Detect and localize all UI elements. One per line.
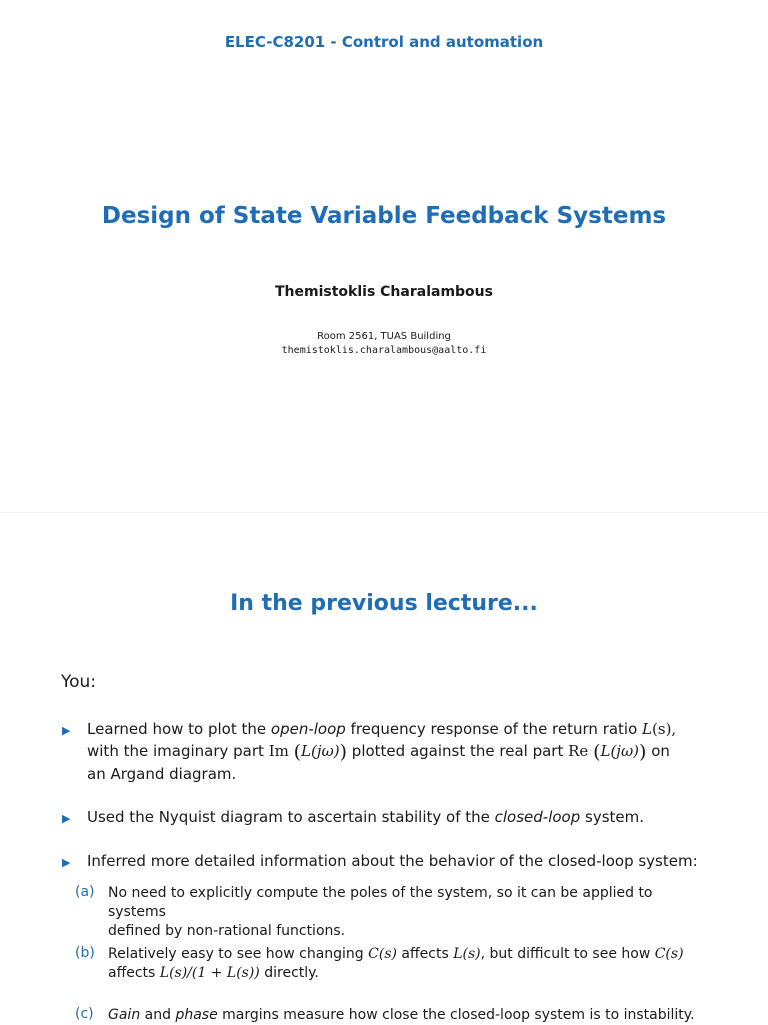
math-symbol: (s),	[652, 720, 677, 738]
bullet-item-inferred: Inferred more detailed information about the behavior of the closed-loop system:	[87, 852, 698, 870]
sub-label-c: (c)	[75, 1006, 94, 1022]
math-paren: )	[639, 741, 647, 763]
math-symbol: L	[642, 720, 653, 738]
emphasis: open-loop	[270, 720, 346, 738]
math-operator: Im	[268, 742, 289, 760]
text-span: and	[140, 1007, 176, 1023]
text-span: , but difficult to see how	[480, 946, 655, 962]
text-span: directly.	[259, 965, 319, 981]
math-paren: (	[593, 741, 601, 763]
math-paren: )	[339, 741, 348, 763]
text-span: with the imaginary part	[87, 742, 269, 760]
sub-item-a	[108, 884, 708, 941]
section-heading: In the previous lecture...	[230, 591, 538, 616]
bullet-triangle-icon: ▶	[62, 856, 71, 869]
text-span: Learned how to plot the	[87, 720, 271, 738]
text-span: affects	[396, 946, 454, 962]
math-operator: Re	[568, 742, 589, 760]
text-span: affects	[108, 965, 160, 981]
sub-label-a: (a)	[75, 884, 95, 900]
sub-label-b: (b)	[75, 945, 95, 961]
bullet-line	[87, 740, 707, 763]
bullet-item-nyquist	[87, 806, 707, 828]
intro-text: You:	[61, 672, 97, 692]
bullet-line	[87, 718, 707, 740]
bullet-triangle-icon: ▶	[62, 724, 71, 737]
emphasis: Gain	[108, 1007, 141, 1023]
emphasis: closed-loop	[494, 808, 581, 826]
sub-line	[108, 964, 708, 983]
text-span: on	[646, 742, 670, 760]
math-paren: (	[293, 741, 302, 763]
math-expression: L(s)/(1 + L(s))	[159, 965, 260, 981]
presentation-title: Design of State Variable Feedback Systems	[101, 203, 667, 229]
sub-item-b	[108, 945, 708, 983]
math-expression: C(s)	[368, 946, 397, 962]
text-span: frequency response of the return ratio	[345, 720, 643, 738]
text-span: Used the Nyquist diagram to ascertain stability of the	[87, 808, 495, 826]
author-name: Themistoklis Charalambous	[275, 284, 493, 300]
sub-line	[108, 945, 708, 964]
emphasis: phase	[175, 1007, 218, 1023]
slide-divider	[0, 512, 768, 513]
bullet-triangle-icon: ▶	[62, 812, 71, 825]
sub-line: No need to explicitly compute the poles of the system, so it can be applied to systems	[108, 885, 653, 920]
math-expression: L(jω)	[600, 742, 640, 760]
course-title: ELEC-C8201 - Control and automation	[224, 33, 544, 51]
sub-line: defined by non-rational functions.	[108, 923, 346, 939]
bullet-item-plot	[87, 718, 707, 785]
room-info: Room 2561, TUAS Building	[317, 331, 451, 342]
math-expression: L(jω)	[301, 742, 340, 760]
sub-item-c	[108, 1006, 708, 1025]
author-email: themistoklis.charalambous@aalto.fi	[281, 345, 487, 356]
text-span: margins measure how close the closed-loop system is to instability.	[217, 1007, 695, 1023]
text-span: Relatively easy to see how changing	[108, 946, 369, 962]
math-expression: C(s)	[654, 946, 684, 962]
text-span: system.	[580, 808, 645, 826]
bullet-line: an Argand diagram.	[87, 765, 237, 783]
math-expression: L(s)	[453, 946, 481, 962]
text-span: plotted against the real part	[347, 742, 569, 760]
